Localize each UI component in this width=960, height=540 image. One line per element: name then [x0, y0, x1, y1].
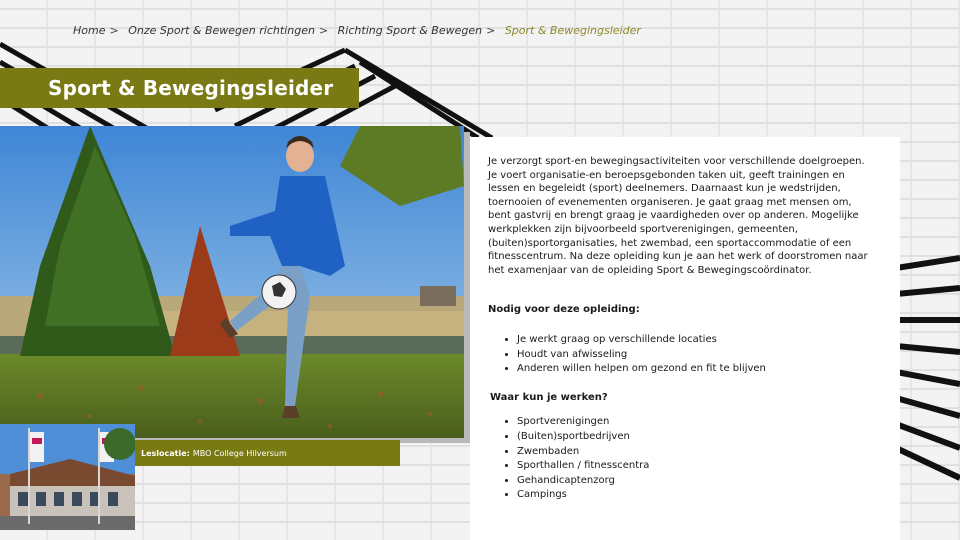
list-item: • Zwembaden	[517, 445, 882, 460]
content-panel	[470, 137, 900, 540]
intro-text: Je verzorgt sport-en bewegingsactiviteiten voor verschillende doelgroepen. Je voert organisatie-en beroepsgebonden taken uit, geeft trainingen en lessen en begeleidt (sport) deelnemers. Daarnaast kun je wedstrijden, toernooien of evenementen organiseren. Je gaat graag met mensen om, bent gastvrij en brengt graag je vaardigheden over op anderen. Mogelijke werkplekken zijn bijvoorbeeld sportverenigingen, gemeenten, (buiten)sportorganisaties, het zwembad, een sportaccommodatie of een fitnesscentrum. Na deze opleiding kun je aan het werk of doorstromen naar het examenjaar van de opleiding Sport & Bewegingscoördinator.	[488, 156, 868, 276]
list-item: • Gehandicaptenzorg	[517, 474, 882, 489]
breadcrumb-separator: >	[318, 24, 329, 37]
list-item: • Sporthallen / fitnesscentra	[517, 459, 882, 474]
location-label: Leslocatie:	[141, 448, 190, 458]
list-item: • Campings	[517, 488, 882, 503]
page-title: Sport & Bewegingsleider	[48, 76, 334, 100]
location-value: MBO College Hilversum	[192, 448, 287, 458]
breadcrumb-current: Sport & Bewegingsleider	[504, 24, 641, 37]
list-item: • Je werkt graag op verschillende locaties	[517, 333, 882, 348]
breadcrumb-separator: >	[486, 24, 496, 37]
work-list	[488, 415, 882, 503]
list-item: • (Buiten)sportbedrijven	[517, 430, 882, 445]
list-item: • Anderen willen helpen om gezond en fit te blijven	[517, 362, 882, 377]
requirements-heading: Nodig voor deze opleiding:	[488, 304, 640, 316]
breadcrumb	[73, 24, 641, 37]
list-item: • Houdt van afwisseling	[517, 348, 882, 363]
list-item: • Sportverenigingen	[517, 415, 882, 430]
work-heading: Waar kun je werken?	[490, 391, 608, 403]
requirements-list	[488, 333, 882, 377]
hero-photo	[0, 126, 464, 438]
breadcrumb-richting-sport-bewegen[interactable]: Richting Sport & Bewegen	[337, 24, 483, 37]
breadcrumb-home[interactable]: Home	[73, 24, 106, 37]
title-banner	[0, 68, 359, 108]
breadcrumb-separator: >	[109, 24, 119, 37]
decorative-stripes-right	[896, 250, 960, 490]
breadcrumb-sport-bewegen-richtingen[interactable]: Onze Sport & Bewegen richtingen	[128, 24, 315, 37]
school-photo	[0, 424, 135, 530]
location-bar	[135, 440, 400, 466]
